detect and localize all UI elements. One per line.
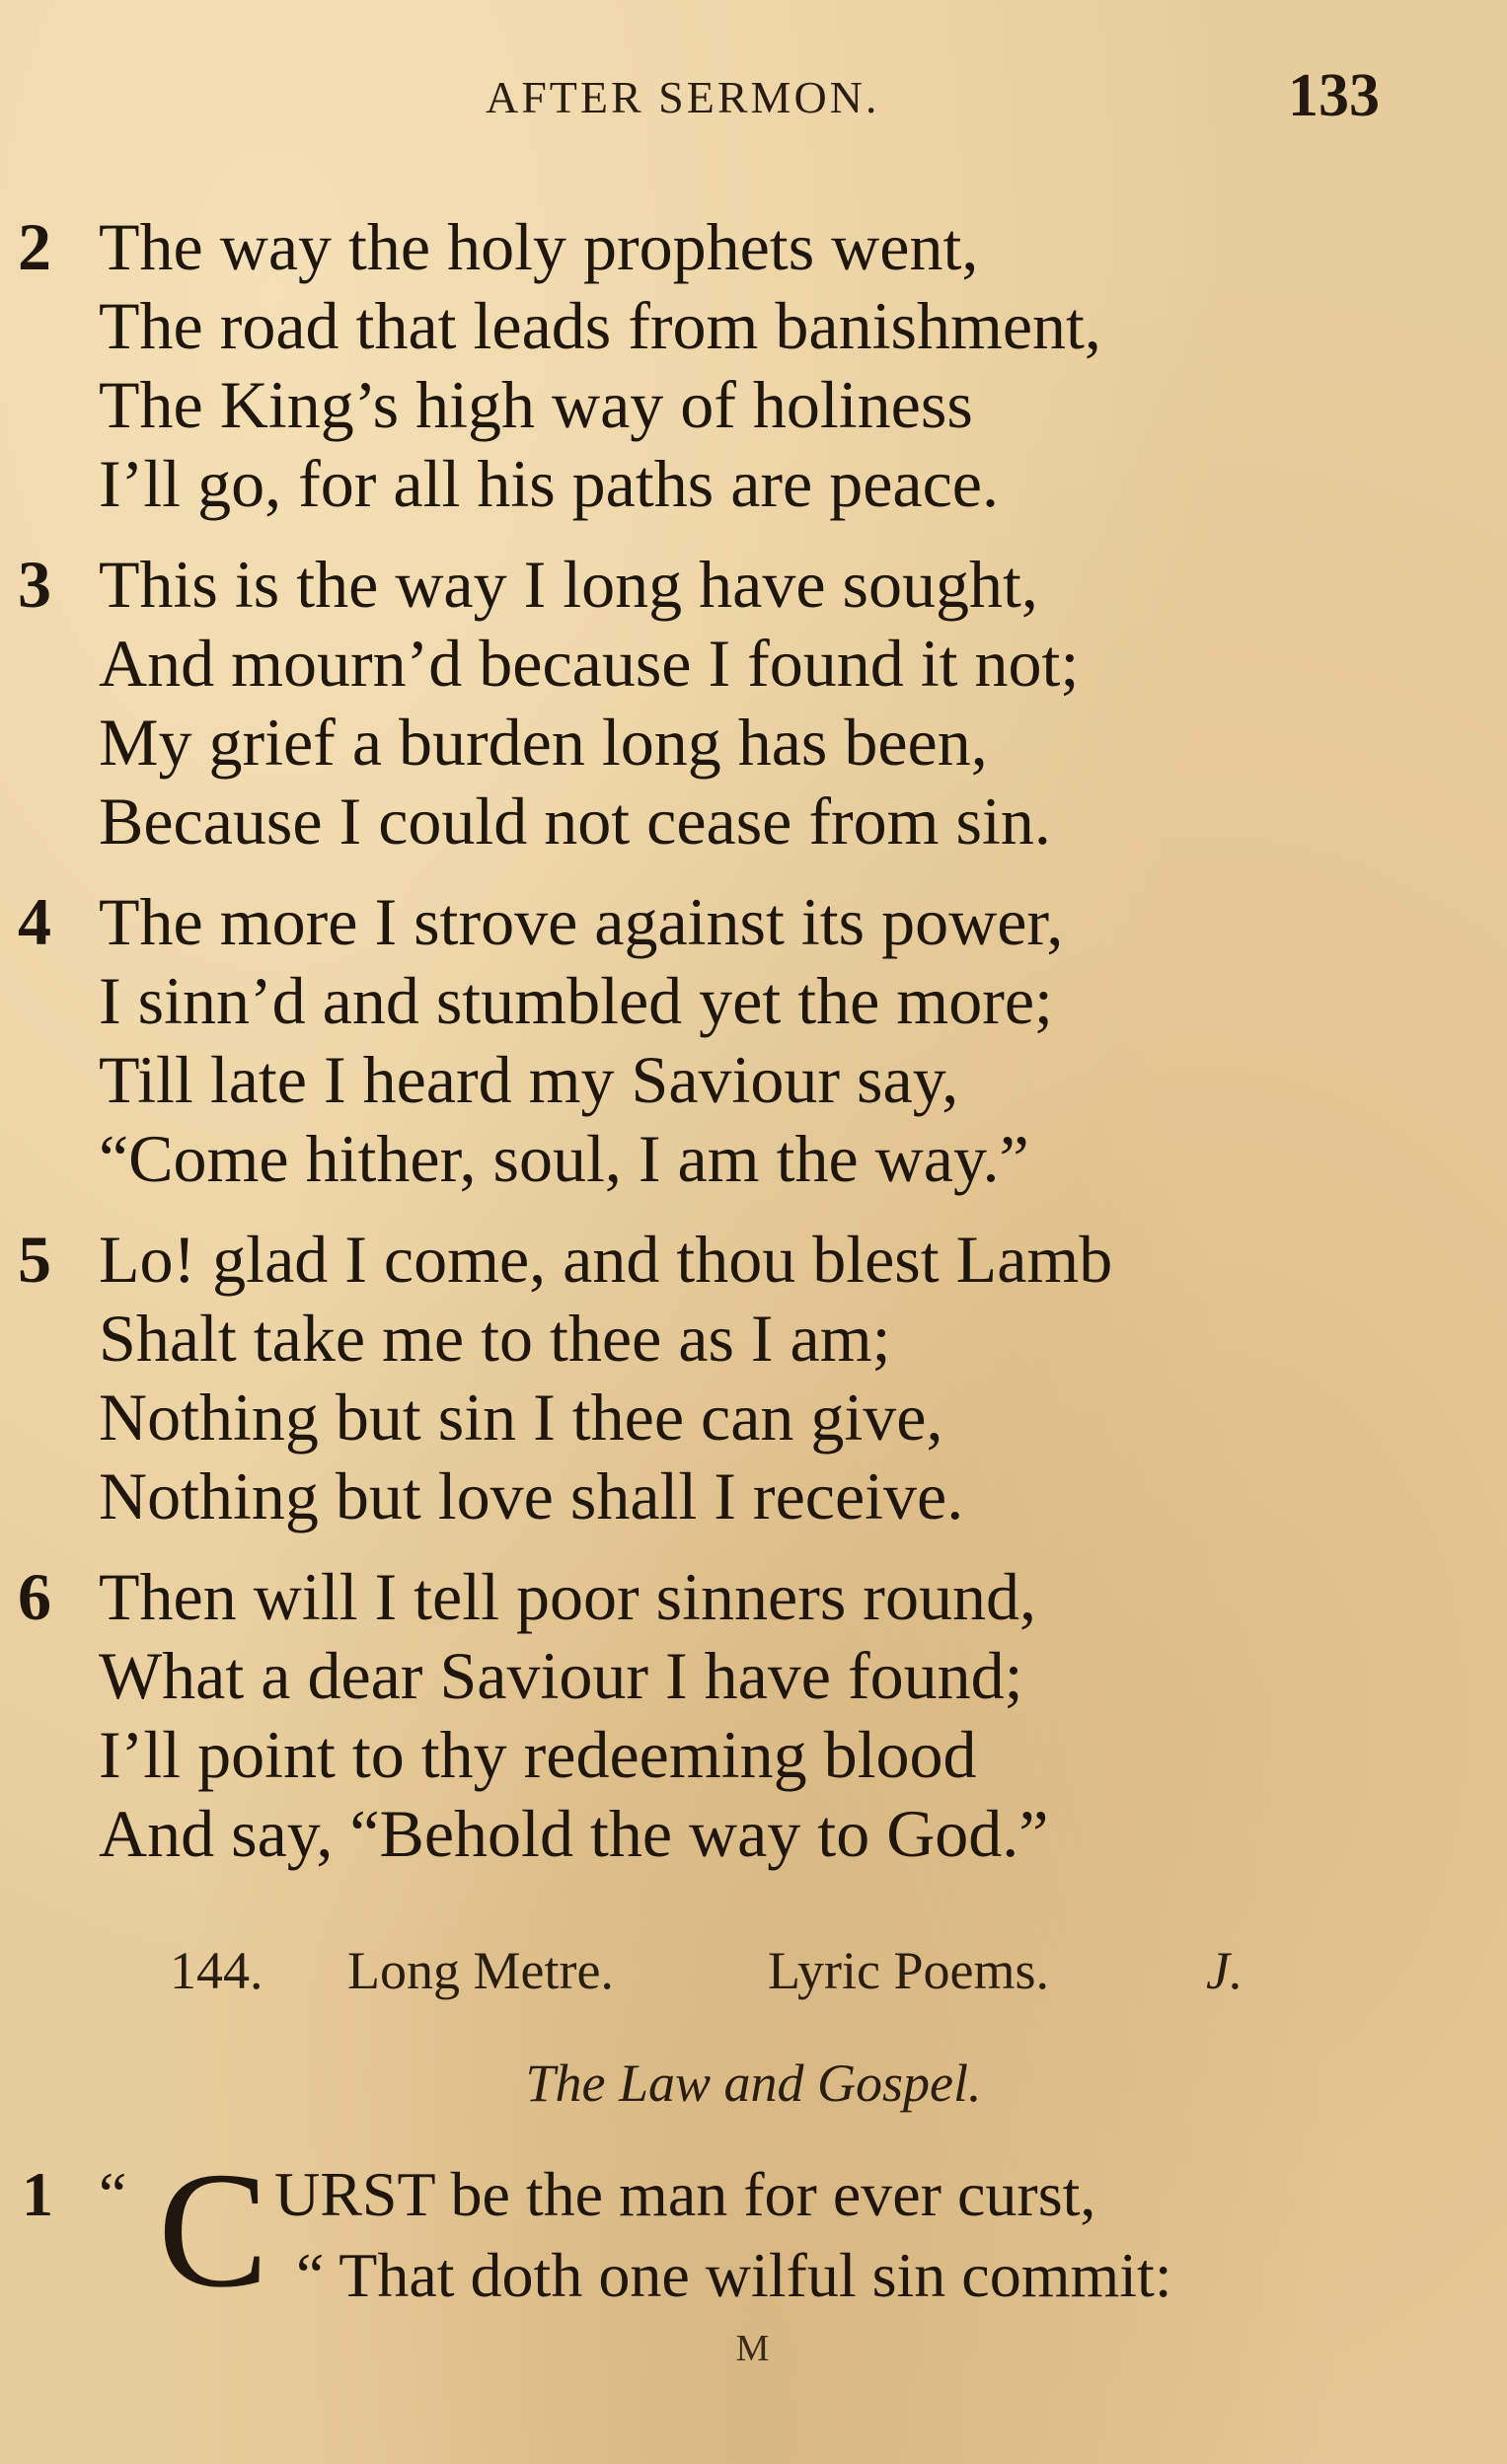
stanza-6: [0, 1557, 1507, 1873]
stanza-line: And mourn’d because I found it not;: [99, 626, 1080, 701]
stanza-line: And say, “Behold the way to God.”: [99, 1796, 1049, 1871]
opening-quote: “: [99, 2159, 127, 2229]
signature-mark: M: [735, 2328, 772, 2369]
hymn-143-stanzas: [0, 207, 1507, 1895]
stanza-number: 5: [18, 1222, 51, 1297]
running-head: AFTER SERMON.: [486, 72, 880, 122]
page-header: [0, 61, 1507, 130]
stanza-line: I’ll point to thy redeeming blood: [99, 1717, 977, 1792]
stanza-line: What a dear Saviour I have found;: [99, 1638, 1023, 1713]
hymn-author: J.: [1206, 1941, 1243, 2000]
stanza-number: 6: [18, 1559, 51, 1634]
stanza-line: I’ll go, for all his paths are peace.: [99, 446, 999, 521]
stanza-line: Then will I tell poor sinners round,: [99, 1559, 1036, 1634]
stanza-line: “Come hither, soul, I am the way.”: [99, 1121, 1029, 1196]
stanza-line: Nothing but sin I thee can give,: [99, 1380, 943, 1455]
hymn-source: Lyric Poems.: [768, 1941, 1049, 2000]
stanza-number: 3: [18, 547, 51, 622]
stanza-line: My grief a burden long has been,: [99, 705, 988, 780]
stanza-line: I sinn’d and stumbled yet the more;: [99, 963, 1053, 1038]
stanza-3: [0, 545, 1507, 860]
stanza-line: Till late I heard my Saviour say,: [99, 1042, 959, 1117]
stanza-line: URST be the man for ever curst,: [274, 2159, 1096, 2229]
stanza-line: Because I could not cease from sin.: [99, 784, 1051, 859]
hymn-144-heading: [0, 1936, 1507, 2015]
stanza-number: 2: [18, 209, 51, 284]
stanza-line: This is the way I long have sought,: [99, 547, 1038, 622]
stanza-number: 4: [18, 884, 51, 959]
hymn-144-stanza-1: [0, 2138, 1507, 2323]
stanza-line: The road that leads from banishment,: [99, 288, 1101, 363]
stanza-line: The more I strove against its power,: [99, 884, 1064, 959]
page-number: 133: [1288, 62, 1380, 129]
hymn-number: 144.: [170, 1941, 264, 2000]
stanza-line: Lo! glad I come, and thou blest Lamb: [99, 1222, 1113, 1297]
stanza-2: [0, 207, 1507, 523]
hymn-subtitle: The Law and Gospel.: [525, 2053, 982, 2113]
stanza-line: The King’s high way of holiness: [99, 367, 973, 442]
stanza-5: [0, 1220, 1507, 1535]
stanza-line: “ That doth one wilful sin commit:: [296, 2240, 1172, 2310]
drop-cap-letter: C: [158, 2138, 269, 2322]
stanza-line: Shalt take me to thee as I am;: [99, 1301, 891, 1376]
stanza-4: [0, 882, 1507, 1198]
hymn-metre: Long Metre.: [347, 1941, 614, 2000]
stanza-line: The way the holy prophets went,: [99, 209, 979, 284]
stanza-line: Nothing but love shall I receive.: [99, 1458, 964, 1533]
stanza-number: 1: [22, 2159, 53, 2229]
